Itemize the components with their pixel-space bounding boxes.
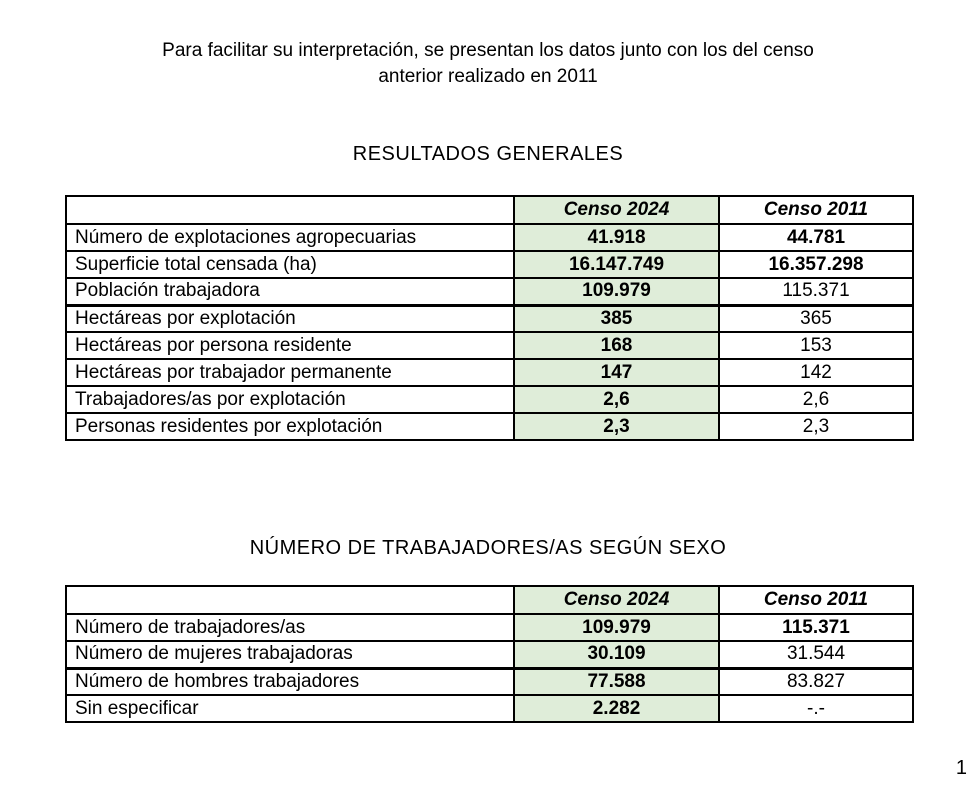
resultados-generales-table [65, 195, 914, 441]
row-label: Sin especificar [66, 695, 514, 722]
row-label: Trabajadores/as por explotación [66, 386, 514, 413]
row-label: Superficie total censada (ha) [66, 251, 514, 278]
section-title-resultados-generales: RESULTADOS GENERALES [352, 143, 624, 165]
row-label: Hectáreas por persona residente [66, 332, 514, 359]
value-censo-2011: 83.827 [719, 668, 913, 695]
table-header-row [66, 586, 913, 614]
value-censo-2011: 16.357.298 [719, 251, 913, 278]
censo-2011-header: Censo 2011 [719, 196, 913, 224]
row-label: Número de trabajadores/as [66, 614, 514, 641]
intro-text-line-1: Para facilitar su interpretación, se presentan los datos junto con los del censo [162, 40, 814, 61]
table-row [66, 278, 913, 305]
row-label: Hectáreas por explotación [66, 305, 514, 332]
row-label: Personas residentes por explotación [66, 413, 514, 440]
value-censo-2011: 115.371 [719, 614, 913, 641]
table-row [66, 641, 913, 668]
value-censo-2011: 31.544 [719, 641, 913, 668]
empty-header-cell [66, 586, 514, 614]
value-censo-2011: 142 [719, 359, 913, 386]
censo-2024-header: Censo 2024 [514, 196, 719, 224]
table-row [66, 413, 913, 440]
table-row [66, 305, 913, 332]
value-censo-2011: 115.371 [719, 278, 913, 305]
table-row [66, 224, 913, 251]
row-label: Población trabajadora [66, 278, 514, 305]
page-number: 1 [955, 757, 967, 779]
value-censo-2011: 2,6 [719, 386, 913, 413]
value-censo-2024: 109.979 [514, 614, 719, 641]
value-censo-2024: 41.918 [514, 224, 719, 251]
value-censo-2024: 16.147.749 [514, 251, 719, 278]
value-censo-2024: 168 [514, 332, 719, 359]
table-row [66, 359, 913, 386]
censo-2011-header: Censo 2011 [719, 586, 913, 614]
value-censo-2011: 153 [719, 332, 913, 359]
row-label: Número de explotaciones agropecuarias [66, 224, 514, 251]
table-header-row [66, 196, 913, 224]
intro-text-line-2: anterior realizado en 2011 [378, 66, 598, 87]
value-censo-2024: 77.588 [514, 668, 719, 695]
value-censo-2011: -.- [719, 695, 913, 722]
table-row [66, 386, 913, 413]
censo-2024-header: Censo 2024 [514, 586, 719, 614]
row-label: Número de hombres trabajadores [66, 668, 514, 695]
value-censo-2024: 147 [514, 359, 719, 386]
row-label: Número de mujeres trabajadoras [66, 641, 514, 668]
table-row [66, 695, 913, 722]
value-censo-2024: 2,3 [514, 413, 719, 440]
value-censo-2024: 109.979 [514, 278, 719, 305]
value-censo-2024: 2,6 [514, 386, 719, 413]
value-censo-2011: 44.781 [719, 224, 913, 251]
empty-header-cell [66, 196, 514, 224]
trabajadores-segun-sexo-table [65, 585, 914, 723]
value-censo-2024: 385 [514, 305, 719, 332]
value-censo-2011: 2,3 [719, 413, 913, 440]
value-censo-2011: 365 [719, 305, 913, 332]
value-censo-2024: 30.109 [514, 641, 719, 668]
table-row [66, 614, 913, 641]
section-title-trabajadores-sexo: NÚMERO DE TRABAJADORES/AS SEGÚN SEXO [249, 537, 727, 559]
intro-text [0, 38, 976, 90]
table-row [66, 668, 913, 695]
table-row [66, 332, 913, 359]
row-label: Hectáreas por trabajador permanente [66, 359, 514, 386]
value-censo-2024: 2.282 [514, 695, 719, 722]
table-row [66, 251, 913, 278]
